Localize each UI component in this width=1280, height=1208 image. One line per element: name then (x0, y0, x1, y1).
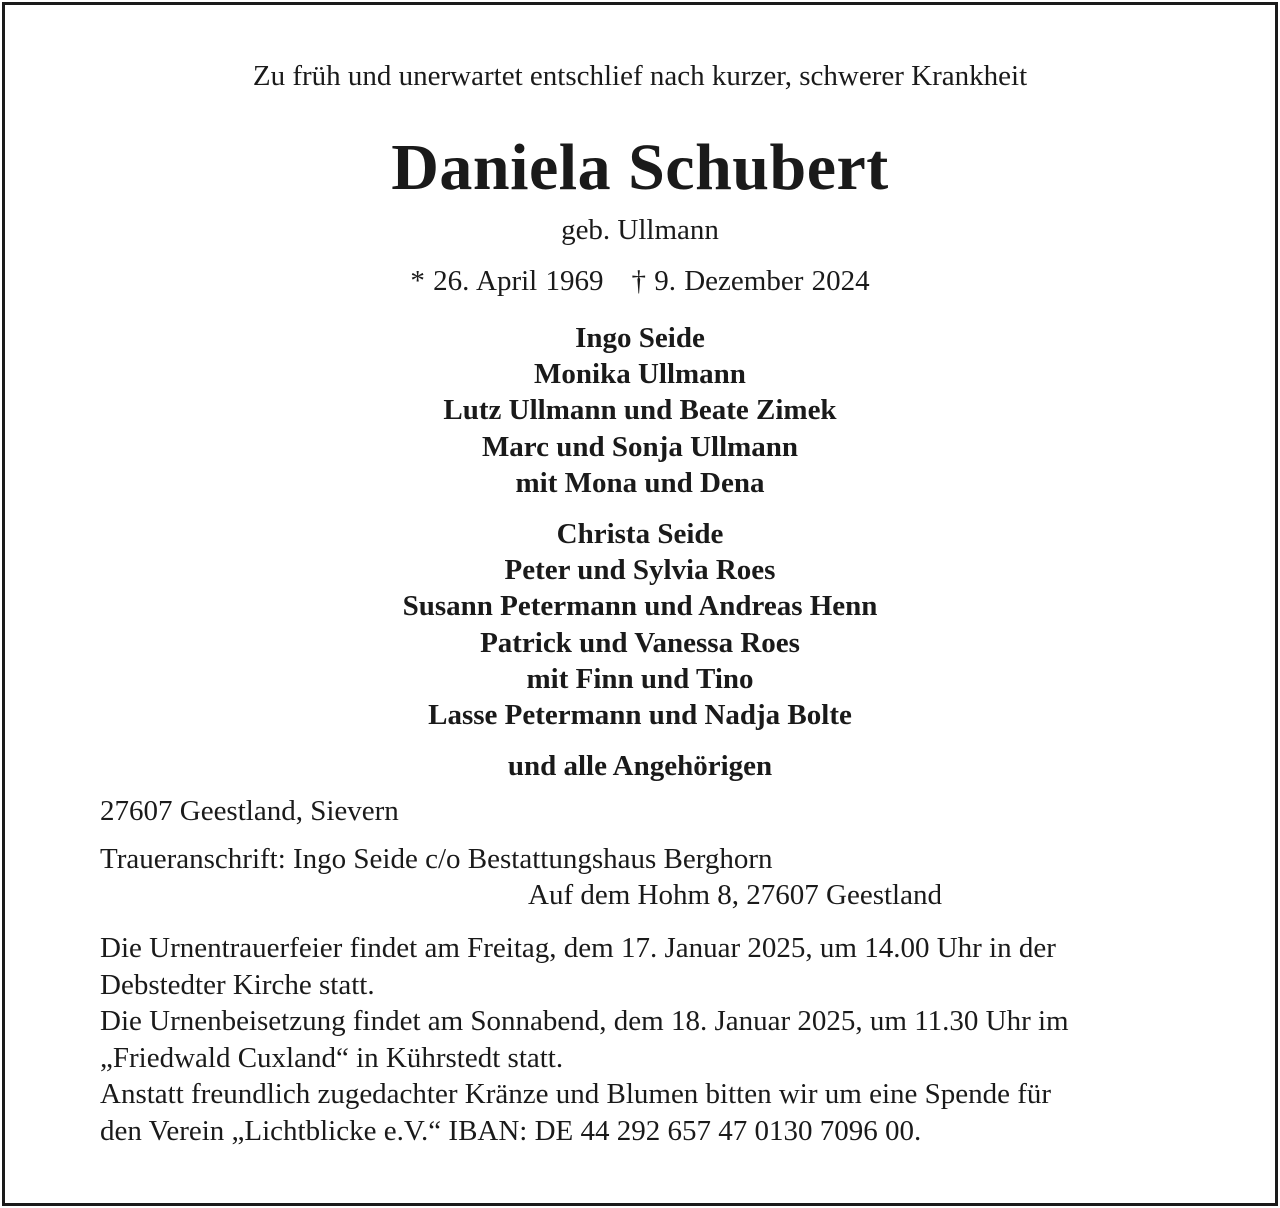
body-line: Anstatt freundlich zugedachter Kränze und Blumen bitten wir um eine Spende für (100, 1078, 1052, 1110)
deceased-name: Daniela Schubert (391, 131, 889, 204)
mourner-line: mit Finn und Tino (526, 662, 754, 695)
birth-date: * 26. April 1969 (410, 265, 604, 297)
ceremony-details (100, 930, 1200, 1149)
mourner-line: Ingo Seide (575, 322, 705, 354)
mourner-line: Lasse Petermann und Nadja Bolte (428, 699, 852, 732)
mourners-group-2 (0, 516, 1280, 733)
body-line: Debstedter Kirche statt. (100, 968, 375, 1001)
body-line: Die Urnentrauerfeier findet am Freitag, dem 17. Januar 2025, um 14.00 Uhr in der (100, 932, 1056, 964)
body-line: „Friedwald Cuxland“ in Kührstedt statt. (100, 1041, 564, 1074)
mourner-line: Susann Petermann und Andreas Henn (402, 590, 878, 623)
mourner-line: Marc und Sonja Ullmann (481, 430, 799, 463)
birth-name: geb. Ullmann (561, 214, 719, 246)
mourning-address-line-2: Auf dem Hohm 8, 27607 Geestland (528, 879, 942, 911)
mourners-group-1 (0, 320, 1280, 501)
life-dates (0, 265, 1280, 298)
mourner-line: mit Mona und Dena (515, 466, 765, 499)
mourner-line: Christa Seide (556, 518, 724, 550)
all-relatives: und alle Angehörigen (507, 750, 773, 782)
mourner-line: Monika Ullmann (534, 358, 746, 391)
mourner-line: Peter und Sylvia Roes (504, 554, 776, 587)
place-line: 27607 Geestland, Sievern (100, 795, 399, 827)
body-line: den Verein „Lichtblicke e.V.“ IBAN: DE 44 292 657 47 0130 7096 00. (100, 1114, 922, 1147)
mourner-line: Patrick und Vanessa Roes (480, 626, 800, 659)
death-date: † 9. Dezember 2024 (631, 265, 870, 297)
mourner-line: Lutz Ullmann und Beate Zimek (443, 394, 837, 427)
body-line: Die Urnenbeisetzung findet am Sonnabend, dem 18. Januar 2025, um 11.30 Uhr im (100, 1005, 1069, 1037)
intro-text: Zu früh und unerwartet entschlief nach kurzer, schwerer Krankheit (252, 60, 1028, 92)
mourning-address-line-1: Traueranschrift: Ingo Seide c/o Bestattungshaus Berghorn (100, 843, 773, 875)
